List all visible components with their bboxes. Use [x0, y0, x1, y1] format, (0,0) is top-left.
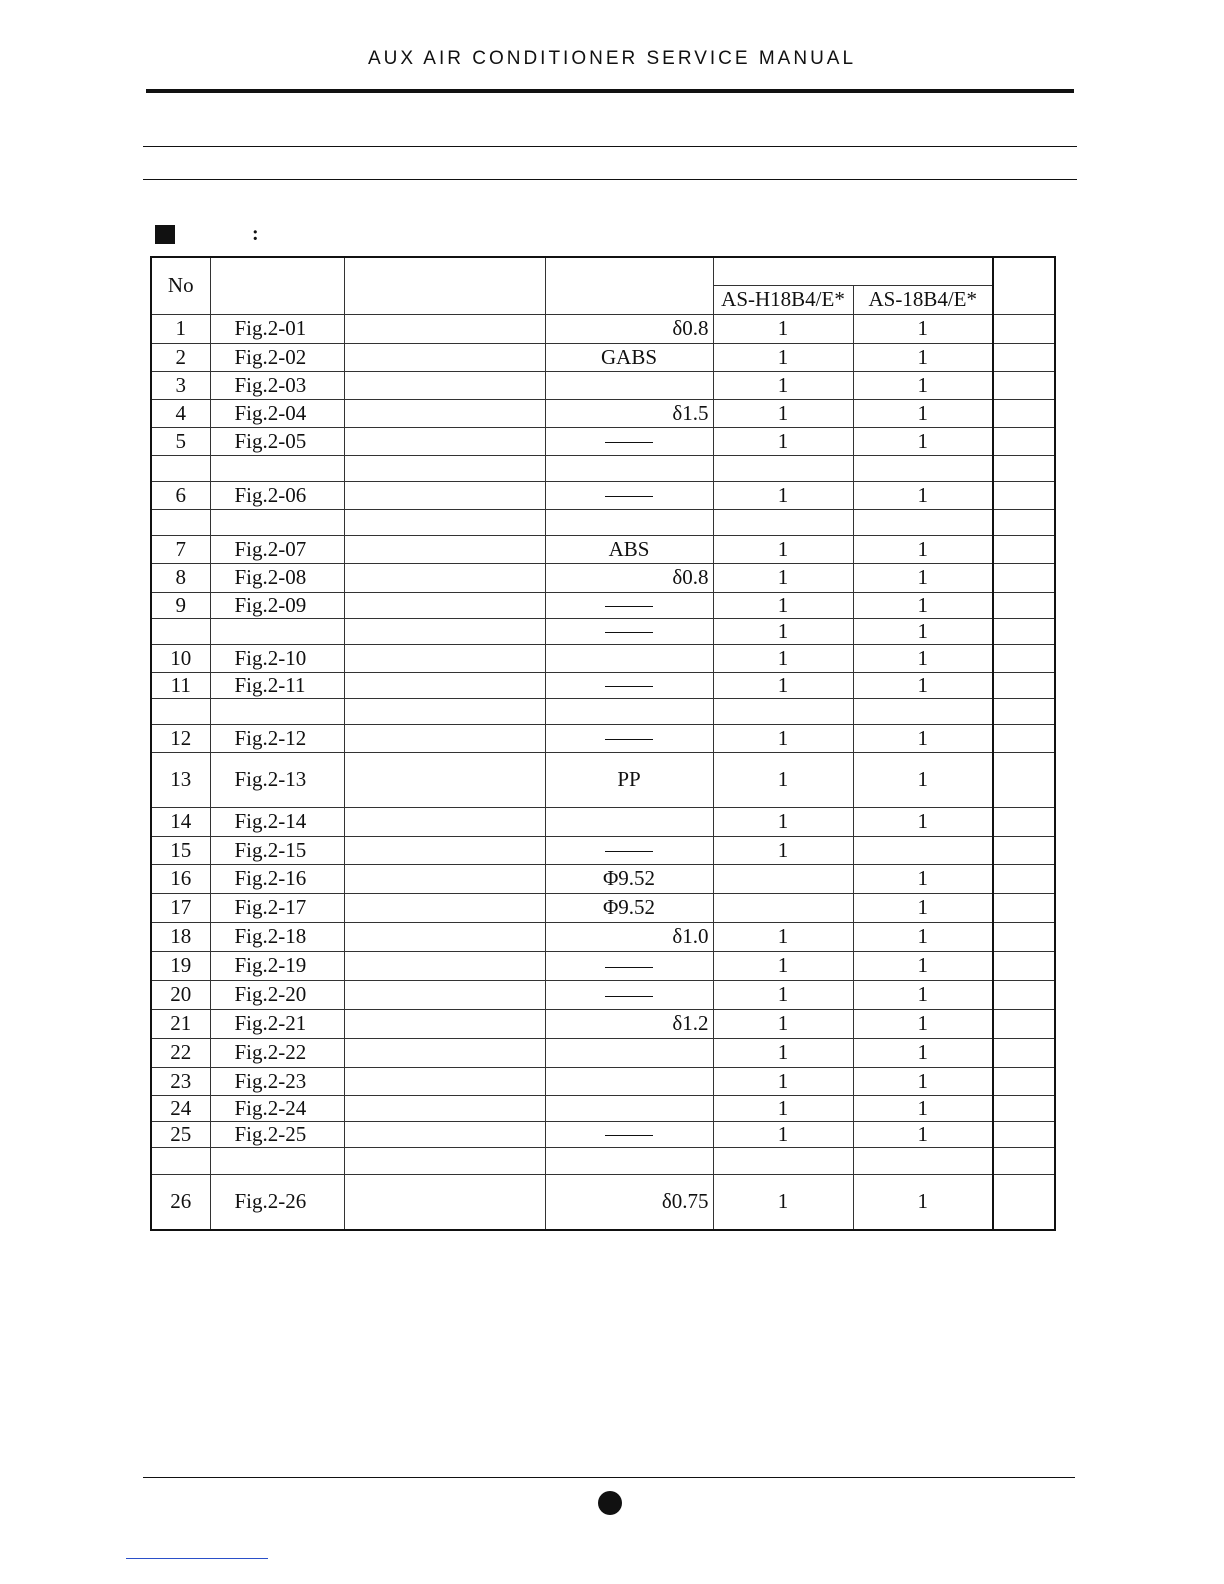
cell-qty-a: 1: [713, 980, 853, 1009]
cell-qty-b: 1: [853, 1038, 993, 1067]
cell-name: [344, 922, 545, 951]
dash-mark: [605, 606, 653, 607]
cell-name: [344, 592, 545, 618]
cell-fig: Fig.2-05: [210, 427, 344, 455]
cell-name: [344, 1174, 545, 1230]
cell-qty-b: [853, 1147, 993, 1174]
cell-fig: Fig.2-03: [210, 371, 344, 399]
table-row: [151, 592, 1055, 618]
cell-no: [151, 1147, 210, 1174]
link-underline: [126, 1558, 268, 1559]
cell-no: 8: [151, 563, 210, 592]
table-row: [151, 893, 1055, 922]
cell-no: 23: [151, 1067, 210, 1095]
cell-fig: Fig.2-24: [210, 1095, 344, 1121]
cell-no: 10: [151, 644, 210, 672]
table-row: [151, 314, 1055, 343]
cell-remark: [993, 1121, 1055, 1147]
cell-no: 18: [151, 922, 210, 951]
cell-material: [545, 724, 713, 752]
cell-qty-a: [713, 509, 853, 535]
cell-remark: [993, 807, 1055, 836]
cell-qty-b: 1: [853, 343, 993, 371]
cell-name: [344, 535, 545, 563]
table-row: [151, 672, 1055, 698]
cell-qty-a: 1: [713, 592, 853, 618]
cell-fig: Fig.2-16: [210, 864, 344, 893]
cell-fig: Fig.2-01: [210, 314, 344, 343]
table-row: [151, 481, 1055, 509]
table-row: [151, 922, 1055, 951]
cell-qty-a: 1: [713, 1121, 853, 1147]
cell-qty-b: 1: [853, 807, 993, 836]
table-row: [151, 644, 1055, 672]
table-row: [151, 1174, 1055, 1230]
cell-remark: [993, 644, 1055, 672]
table-row: [151, 724, 1055, 752]
cell-fig: Fig.2-18: [210, 922, 344, 951]
cell-material: [545, 1147, 713, 1174]
parts-table: [150, 256, 1056, 1231]
cell-material: [545, 672, 713, 698]
cell-remark: [993, 672, 1055, 698]
cell-remark: [993, 980, 1055, 1009]
cell-qty-b: 1: [853, 752, 993, 807]
cell-qty-a: 1: [713, 1174, 853, 1230]
cell-no: 6: [151, 481, 210, 509]
cell-qty-a: 1: [713, 807, 853, 836]
header-material: [545, 257, 713, 314]
header-rule: [146, 89, 1074, 93]
cell-fig: Fig.2-04: [210, 399, 344, 427]
cell-qty-b: 1: [853, 535, 993, 563]
header-remark: [993, 257, 1055, 314]
cell-qty-a: 1: [713, 371, 853, 399]
table-row: [151, 807, 1055, 836]
cell-material: Φ9.52: [545, 864, 713, 893]
cell-qty-a: 1: [713, 1067, 853, 1095]
cell-fig: Fig.2-11: [210, 672, 344, 698]
table-row: [151, 343, 1055, 371]
cell-remark: [993, 314, 1055, 343]
cell-no: 13: [151, 752, 210, 807]
cell-name: [344, 427, 545, 455]
cell-qty-b: [853, 836, 993, 864]
cell-name: [344, 314, 545, 343]
cell-name: [344, 371, 545, 399]
cell-qty-b: 1: [853, 1095, 993, 1121]
table-row: [151, 1147, 1055, 1174]
cell-remark: [993, 951, 1055, 980]
cell-qty-b: 1: [853, 371, 993, 399]
dash-mark: [605, 1135, 653, 1136]
cell-fig: Fig.2-22: [210, 1038, 344, 1067]
cell-material: ABS: [545, 535, 713, 563]
cell-name: [344, 481, 545, 509]
cell-remark: [993, 509, 1055, 535]
cell-material: [545, 427, 713, 455]
cell-remark: [993, 535, 1055, 563]
section-colon: :: [252, 223, 259, 245]
header-name: [344, 257, 545, 314]
cell-fig: Fig.2-09: [210, 592, 344, 618]
table-row: [151, 752, 1055, 807]
table-row: [151, 980, 1055, 1009]
cell-remark: [993, 618, 1055, 644]
dash-mark: [605, 442, 653, 443]
cell-name: [344, 1009, 545, 1038]
cell-no: 19: [151, 951, 210, 980]
cell-qty-b: 1: [853, 563, 993, 592]
cell-qty-b: 1: [853, 922, 993, 951]
cell-qty-a: 1: [713, 427, 853, 455]
cell-remark: [993, 922, 1055, 951]
cell-material: [545, 618, 713, 644]
cell-material: GABS: [545, 343, 713, 371]
cell-no: 9: [151, 592, 210, 618]
cell-name: [344, 1147, 545, 1174]
cell-qty-a: 1: [713, 563, 853, 592]
cell-qty-a: 1: [713, 343, 853, 371]
cell-qty-a: 1: [713, 752, 853, 807]
cell-remark: [993, 1095, 1055, 1121]
cell-remark: [993, 893, 1055, 922]
cell-fig: [210, 698, 344, 724]
cell-name: [344, 1067, 545, 1095]
table-row: [151, 535, 1055, 563]
cell-qty-a: [713, 698, 853, 724]
cell-qty-a: 1: [713, 836, 853, 864]
header-no: No: [151, 257, 210, 314]
cell-material: [545, 836, 713, 864]
cell-remark: [993, 371, 1055, 399]
cell-qty-b: 1: [853, 427, 993, 455]
header-model-a: AS-H18B4/E*: [713, 285, 853, 314]
cell-fig: Fig.2-19: [210, 951, 344, 980]
table-row: [151, 1009, 1055, 1038]
cell-qty-b: [853, 698, 993, 724]
cell-remark: [993, 427, 1055, 455]
cell-name: [344, 1121, 545, 1147]
cell-qty-b: 1: [853, 1067, 993, 1095]
cell-no: 22: [151, 1038, 210, 1067]
cell-qty-b: 1: [853, 1121, 993, 1147]
cell-no: 20: [151, 980, 210, 1009]
cell-qty-b: 1: [853, 618, 993, 644]
cell-name: [344, 455, 545, 481]
cell-qty-a: [713, 893, 853, 922]
page-number-dot: [598, 1491, 622, 1515]
header-model-b: AS-18B4/E*: [853, 285, 993, 314]
cell-fig: Fig.2-17: [210, 893, 344, 922]
dash-mark: [605, 632, 653, 633]
cell-qty-a: [713, 455, 853, 481]
title-rule-top: [143, 146, 1077, 147]
cell-qty-a: 1: [713, 314, 853, 343]
cell-remark: [993, 399, 1055, 427]
cell-qty-b: 1: [853, 481, 993, 509]
cell-no: 5: [151, 427, 210, 455]
cell-remark: [993, 864, 1055, 893]
cell-fig: Fig.2-12: [210, 724, 344, 752]
cell-no: 4: [151, 399, 210, 427]
cell-qty-a: 1: [713, 1038, 853, 1067]
cell-no: 24: [151, 1095, 210, 1121]
cell-name: [344, 343, 545, 371]
cell-name: [344, 672, 545, 698]
cell-remark: [993, 481, 1055, 509]
cell-fig: [210, 509, 344, 535]
cell-remark: [993, 343, 1055, 371]
cell-no: 21: [151, 1009, 210, 1038]
cell-qty-b: [853, 509, 993, 535]
cell-no: 26: [151, 1174, 210, 1230]
cell-material: [545, 1095, 713, 1121]
cell-material: [545, 592, 713, 618]
cell-qty-b: 1: [853, 644, 993, 672]
cell-name: [344, 698, 545, 724]
cell-no: 11: [151, 672, 210, 698]
table-row: [151, 1038, 1055, 1067]
table-row: [151, 399, 1055, 427]
cell-no: [151, 509, 210, 535]
cell-qty-a: 1: [713, 724, 853, 752]
footer-rule: [143, 1477, 1075, 1478]
cell-fig: Fig.2-08: [210, 563, 344, 592]
cell-fig: Fig.2-20: [210, 980, 344, 1009]
cell-remark: [993, 1174, 1055, 1230]
cell-name: [344, 618, 545, 644]
dash-mark: [605, 496, 653, 497]
cell-material: [545, 481, 713, 509]
cell-qty-a: 1: [713, 1095, 853, 1121]
cell-qty-b: 1: [853, 672, 993, 698]
cell-name: [344, 807, 545, 836]
cell-name: [344, 864, 545, 893]
cell-material: [545, 1067, 713, 1095]
cell-material: [545, 951, 713, 980]
cell-material: Φ9.52: [545, 893, 713, 922]
cell-name: [344, 509, 545, 535]
cell-qty-b: 1: [853, 980, 993, 1009]
cell-no: 14: [151, 807, 210, 836]
cell-qty-a: 1: [713, 951, 853, 980]
cell-no: [151, 618, 210, 644]
table-row: [151, 864, 1055, 893]
cell-name: [344, 1038, 545, 1067]
cell-qty-a: 1: [713, 481, 853, 509]
cell-remark: [993, 1038, 1055, 1067]
cell-fig: Fig.2-07: [210, 535, 344, 563]
cell-fig: [210, 1147, 344, 1174]
table-row: [151, 618, 1055, 644]
cell-fig: Fig.2-13: [210, 752, 344, 807]
title-rule-bottom: [143, 179, 1077, 180]
dash-mark: [605, 996, 653, 997]
cell-qty-a: [713, 864, 853, 893]
cell-material: δ1.0: [545, 922, 713, 951]
dash-mark: [605, 851, 653, 852]
cell-remark: [993, 592, 1055, 618]
cell-material: [545, 807, 713, 836]
header-qty: [713, 257, 993, 285]
cell-remark: [993, 1147, 1055, 1174]
cell-remark: [993, 1067, 1055, 1095]
cell-remark: [993, 1009, 1055, 1038]
dash-mark: [605, 739, 653, 740]
cell-material: PP: [545, 752, 713, 807]
cell-no: 15: [151, 836, 210, 864]
cell-qty-a: [713, 1147, 853, 1174]
cell-no: 17: [151, 893, 210, 922]
cell-fig: [210, 455, 344, 481]
cell-qty-a: 1: [713, 399, 853, 427]
cell-no: 7: [151, 535, 210, 563]
cell-qty-a: 1: [713, 1009, 853, 1038]
cell-material: δ0.75: [545, 1174, 713, 1230]
cell-no: 16: [151, 864, 210, 893]
cell-name: [344, 724, 545, 752]
cell-qty-b: [853, 455, 993, 481]
cell-name: [344, 752, 545, 807]
cell-name: [344, 1095, 545, 1121]
cell-qty-b: 1: [853, 864, 993, 893]
cell-material: [545, 455, 713, 481]
cell-qty-b: 1: [853, 314, 993, 343]
cell-fig: [210, 618, 344, 644]
cell-fig: Fig.2-21: [210, 1009, 344, 1038]
cell-material: δ1.5: [545, 399, 713, 427]
cell-no: 3: [151, 371, 210, 399]
cell-name: [344, 836, 545, 864]
section-bullet: [155, 225, 175, 244]
table-row: [151, 698, 1055, 724]
cell-no: [151, 455, 210, 481]
table-row: [151, 951, 1055, 980]
cell-fig: Fig.2-26: [210, 1174, 344, 1230]
cell-fig: Fig.2-14: [210, 807, 344, 836]
cell-qty-b: 1: [853, 1174, 993, 1230]
table-row: [151, 1121, 1055, 1147]
header-title: AUX AIR CONDITIONER SERVICE MANUAL: [367, 48, 857, 69]
cell-material: δ1.2: [545, 1009, 713, 1038]
cell-material: [545, 509, 713, 535]
table-row: [151, 836, 1055, 864]
cell-remark: [993, 698, 1055, 724]
table-row: [151, 509, 1055, 535]
cell-material: [545, 644, 713, 672]
cell-fig: Fig.2-23: [210, 1067, 344, 1095]
cell-material: [545, 1038, 713, 1067]
cell-qty-b: 1: [853, 951, 993, 980]
cell-name: [344, 893, 545, 922]
cell-fig: Fig.2-02: [210, 343, 344, 371]
cell-material: [545, 980, 713, 1009]
dash-mark: [605, 967, 653, 968]
cell-material: [545, 1121, 713, 1147]
header-fig: [210, 257, 344, 314]
table-row: [151, 427, 1055, 455]
table-row: [151, 1067, 1055, 1095]
table-row: [151, 455, 1055, 481]
cell-name: [344, 563, 545, 592]
cell-no: 2: [151, 343, 210, 371]
cell-no: 25: [151, 1121, 210, 1147]
cell-material: δ0.8: [545, 563, 713, 592]
cell-material: δ0.8: [545, 314, 713, 343]
dash-mark: [605, 686, 653, 687]
cell-fig: Fig.2-25: [210, 1121, 344, 1147]
cell-remark: [993, 752, 1055, 807]
cell-name: [344, 644, 545, 672]
cell-name: [344, 399, 545, 427]
cell-fig: Fig.2-06: [210, 481, 344, 509]
cell-qty-b: 1: [853, 399, 993, 427]
cell-qty-a: 1: [713, 672, 853, 698]
cell-qty-b: 1: [853, 724, 993, 752]
cell-no: [151, 698, 210, 724]
table-row: [151, 563, 1055, 592]
cell-qty-a: 1: [713, 922, 853, 951]
cell-remark: [993, 455, 1055, 481]
cell-fig: Fig.2-10: [210, 644, 344, 672]
cell-qty-b: 1: [853, 592, 993, 618]
cell-qty-a: 1: [713, 618, 853, 644]
cell-qty-b: 1: [853, 893, 993, 922]
cell-fig: Fig.2-15: [210, 836, 344, 864]
cell-material: [545, 371, 713, 399]
cell-remark: [993, 836, 1055, 864]
cell-remark: [993, 563, 1055, 592]
cell-qty-a: 1: [713, 644, 853, 672]
table-row: [151, 1095, 1055, 1121]
cell-no: 12: [151, 724, 210, 752]
cell-remark: [993, 724, 1055, 752]
table-row: [151, 371, 1055, 399]
cell-name: [344, 980, 545, 1009]
cell-qty-a: 1: [713, 535, 853, 563]
cell-no: 1: [151, 314, 210, 343]
cell-name: [344, 951, 545, 980]
cell-material: [545, 698, 713, 724]
cell-qty-b: 1: [853, 1009, 993, 1038]
